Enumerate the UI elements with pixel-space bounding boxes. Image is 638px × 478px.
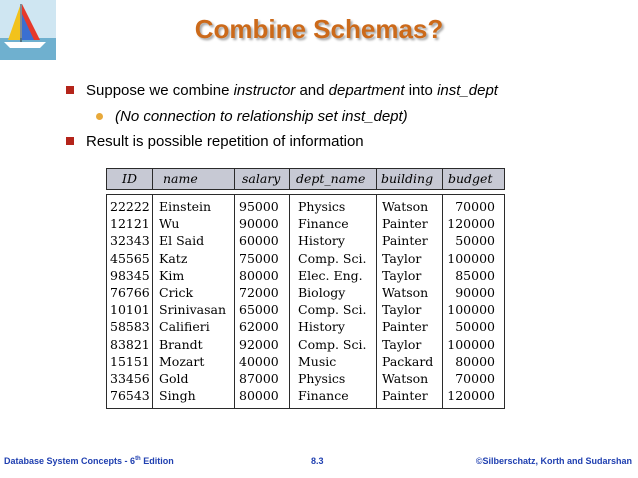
table-cell: 22222 xyxy=(110,199,150,214)
column-name xyxy=(159,198,226,404)
table-cell: Srinivasan xyxy=(159,302,227,318)
table-cell: Finance xyxy=(298,388,349,404)
table-cell: 80000 xyxy=(239,267,279,283)
footer-copyright: ©Silberschatz, Korth and Sudarshan xyxy=(475,456,632,466)
table-cell: 75000 xyxy=(239,250,279,266)
table-cell: Taylor xyxy=(382,250,422,266)
table-cell: Wu xyxy=(159,216,180,232)
table-cell: Physics xyxy=(298,199,346,214)
table-cell: Comp. Sci. xyxy=(298,250,367,266)
table-cell: El Said xyxy=(159,233,205,249)
column-building xyxy=(382,198,433,404)
table-cell: 98345 xyxy=(110,267,150,283)
column-divider xyxy=(234,194,235,409)
table-cell: Taylor xyxy=(382,336,422,352)
table-cell: Comp. Sci. xyxy=(298,302,367,318)
table-cell: 100000 xyxy=(447,336,495,352)
table-cell: 62000 xyxy=(239,319,279,335)
table-cell: Painter xyxy=(382,388,428,404)
column-divider xyxy=(152,168,153,190)
table-cell: 70000 xyxy=(455,371,495,387)
column-divider xyxy=(234,168,235,190)
table-cell: 60000 xyxy=(239,233,279,249)
bullet-text: Suppose we combine xyxy=(86,82,234,99)
round-bullet-icon xyxy=(96,113,103,120)
table-cell: 80000 xyxy=(455,353,495,369)
bullet-italic-department: department xyxy=(328,82,405,99)
column-id xyxy=(110,198,150,404)
table-cell: 90000 xyxy=(455,285,495,301)
table-cell: 72000 xyxy=(239,285,279,301)
table-cell: Crick xyxy=(159,285,194,301)
footer-book-title xyxy=(4,456,174,466)
bullet-italic-instructor: instructor xyxy=(233,82,296,99)
column-dept-name xyxy=(298,198,366,404)
table-cell: 15151 xyxy=(110,353,150,369)
table-cell: Watson xyxy=(382,371,429,387)
table-cell: 76543 xyxy=(110,388,150,404)
table-cell: 83821 xyxy=(110,336,150,352)
bullet-item-1 xyxy=(66,82,498,99)
bullet-italic-inst-dept: inst_dept xyxy=(437,82,498,99)
table-cell: 50000 xyxy=(455,233,495,249)
table-cell: Painter xyxy=(382,233,428,249)
table-cell: 100000 xyxy=(447,250,495,266)
bullet-text: Result is possible repetition of information xyxy=(86,133,364,150)
slide-title: Combine Schemas? xyxy=(194,14,444,44)
table-cell: Watson xyxy=(382,199,429,214)
table-cell: Physics xyxy=(298,371,346,387)
table-cell: 58583 xyxy=(110,319,150,335)
table-cell: 76766 xyxy=(110,285,150,301)
table-cell: Painter xyxy=(382,319,428,335)
column-divider xyxy=(376,194,377,409)
bullet-text: into xyxy=(404,82,438,99)
column-budget xyxy=(444,198,495,404)
table-cell: 10101 xyxy=(110,302,150,318)
table-cell: Mozart xyxy=(159,353,205,369)
sub-bullet-item xyxy=(96,108,408,125)
footer-superscript: th xyxy=(135,456,141,462)
footer-page-number: 8.3 xyxy=(311,456,324,466)
table-cell: 90000 xyxy=(239,216,279,232)
column-divider xyxy=(289,194,290,409)
table-cell: 12121 xyxy=(110,216,150,232)
inst-dept-table xyxy=(106,168,505,408)
column-divider xyxy=(289,168,290,190)
table-cell: History xyxy=(298,233,345,249)
table-cell: Comp. Sci. xyxy=(298,336,367,352)
table-cell: Elec. Eng. xyxy=(298,267,363,283)
column-divider xyxy=(376,168,377,190)
table-cell: Watson xyxy=(382,285,429,301)
table-cell: 40000 xyxy=(239,353,279,369)
table-cell: 100000 xyxy=(447,302,495,318)
table-cell: 45565 xyxy=(110,250,150,266)
footer-text: Edition xyxy=(140,456,174,466)
bullet-item-2 xyxy=(66,133,364,150)
table-cell: 70000 xyxy=(455,199,495,214)
table-cell: 85000 xyxy=(455,267,495,283)
footer-text: Database System Concepts - 6 xyxy=(4,456,136,466)
column-header-id: ID xyxy=(122,171,137,186)
table-cell: Einstein xyxy=(159,199,212,214)
column-header-name: name xyxy=(163,171,198,186)
table-cell: Taylor xyxy=(382,302,422,318)
table-cell: Packard xyxy=(382,353,434,369)
column-header-budget: budget xyxy=(448,171,493,186)
column-header-building: building xyxy=(381,171,434,186)
square-bullet-icon xyxy=(66,86,74,94)
table-cell: 80000 xyxy=(239,388,279,404)
table-cell: Brandt xyxy=(159,336,203,352)
table-cell: 87000 xyxy=(239,371,279,387)
table-cell: Taylor xyxy=(382,267,422,283)
table-cell: 120000 xyxy=(447,388,495,404)
column-divider xyxy=(442,168,443,190)
table-cell: Gold xyxy=(159,371,189,387)
table-cell: History xyxy=(298,319,345,335)
table-cell: Katz xyxy=(159,250,188,266)
square-bullet-icon xyxy=(66,137,74,145)
sub-bullet-text: (No connection to relationship set inst_dept) xyxy=(115,108,408,125)
table-cell: Painter xyxy=(382,216,428,232)
column-header-dept-name: dept_name xyxy=(296,171,366,186)
table-cell: Singh xyxy=(159,388,196,404)
table-cell: 32343 xyxy=(110,233,150,249)
table-cell: Kim xyxy=(159,267,185,283)
table-cell: 120000 xyxy=(447,216,495,232)
table-cell: 95000 xyxy=(239,199,279,214)
table-cell: 33456 xyxy=(110,371,150,387)
column-divider xyxy=(442,194,443,409)
table-cell: Biology xyxy=(298,285,346,301)
table-cell: Finance xyxy=(298,216,349,232)
column-divider xyxy=(152,194,153,409)
table-cell: 92000 xyxy=(239,336,279,352)
bullet-text: and xyxy=(295,82,329,99)
column-salary xyxy=(239,198,279,404)
table-cell: Califieri xyxy=(159,319,210,335)
table-cell: Music xyxy=(298,353,337,369)
table-cell: 50000 xyxy=(455,319,495,335)
column-header-salary: salary xyxy=(242,171,281,186)
table-cell: 65000 xyxy=(239,302,279,318)
